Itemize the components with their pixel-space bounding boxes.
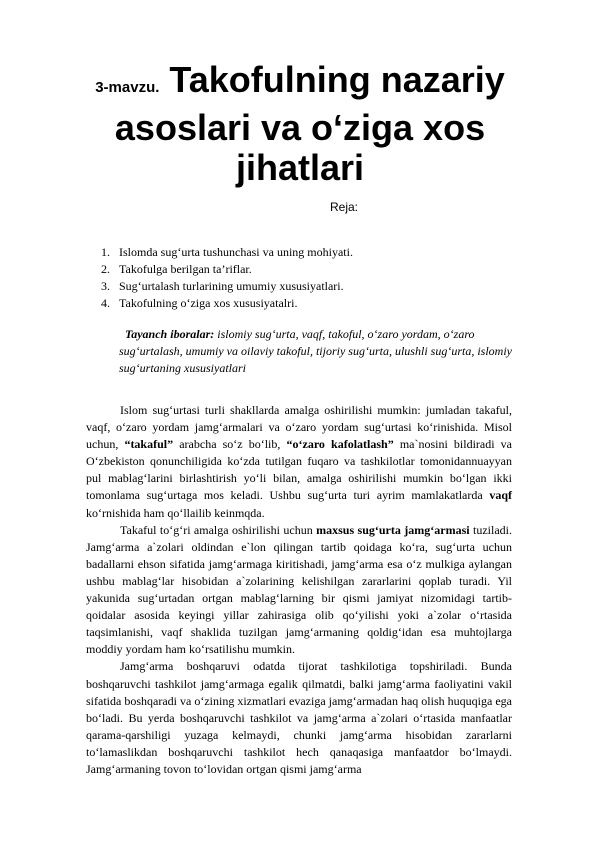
text-run: ma`nosini bildiradi va O‘zbekiston qonunchiligida ko‘zda tutilgan fuqaro va tashkilotlar tomonidannuayyan pul mablag‘larini birlashtirish yo‘li bilan, amalga oshirilishi mumkin bo‘lgan ikki tomonlama sug‘urtaga mos keladi. Ushbu sug‘urta turi ayrim mamlakatlarda (86, 437, 513, 503)
plan-item-text: Islomda sug‘urta tushunchasi va uning mohiyati. (119, 245, 353, 259)
term-mutual-guarantee: “o‘zaro kafolatlash” (286, 437, 394, 452)
text-run: Islom sug‘urtasi turli shakllarda amalga oshirilishi mumkin: jumladan takaful, vaqf, o‘zaro yordam jamg‘armalari va o‘zaro yordam sug‘urtasi ko‘rinishida. Misol uchun, (86, 403, 512, 452)
term-takaful: “takaful” (124, 437, 174, 452)
keywords-block (119, 326, 537, 377)
text-run: arabcha so‘z bo‘lib, (173, 437, 287, 452)
plan-heading (0, 200, 596, 214)
plan-item-number: 4. (101, 296, 110, 310)
paragraph-2 (86, 522, 512, 659)
plan-heading-label: Reja: (329, 200, 358, 214)
title-line-2: asoslari va o‘ziga xos (114, 107, 486, 148)
keywords-text: islomiy sug‘urta, vaqf, takoful, o‘zaro yordam, o‘zaro sug‘urtalash, umumiy va oilaviy takoful, tijoriy sug‘urta, ulushli sug‘urta, islomiy sug‘urtaning xususiyatlari (119, 327, 512, 375)
paragraph-3: Jamg‘arma boshqaruvi odatda tijorat tashkilotiga topshiriladi. Bunda boshqaruvchi tashkilot jamg‘armaga egalik qilmatdi, balki jamg‘arma faoliyatini vakil sifatida boshqaradi va o‘zining xizmatlari evaziga jamg‘armadan haq olish huquqiga ega bo‘ladi. Bu yerda boshqaruvchi tashkilot va jamg‘arma a`zolari o‘rtasida manfaatlar qarama-qarshiligi yuzaga kelmaydi, chunki jamg‘arma hisobidan zararlarni to‘lamaslikdan boshqaruvchi tashkilot hech qanaqasiga manfaatdor bo‘lmaydi. Jamg‘armaning tovon to‘lovidan ortgan qismi jamg‘arma (86, 659, 512, 776)
page-title (60, 60, 540, 188)
plan-item (101, 295, 353, 312)
term-vaqf: vaqf (489, 488, 512, 503)
body-text (86, 402, 512, 778)
title-line-3: jihatlari (235, 147, 365, 188)
text-run: tuziladi. Jamg‘arma a`zolari oldindan e`lon qilingan tartib qoidaga ko‘ra, sug‘urta uchun badallarni ehson sifatida jamg‘armaga kiritishadi, jamg‘arma esa o‘z mulkiga aylangan ushbu mablag‘lar hisobidan a`zolarining kelishilgan zararlarini qoplab turadi. Yil yakunida sug‘urtadan ortgan mablag‘larning bir qismi jamiyat nizomidagi tartib-qoidalar asosida keyingi yillar zahirasiga olib qo‘yilishi yoki a`zolar o‘rtasida taqsimlanishi, vaqf shaklida tuzilgan jamg‘armaning qoldig‘idan esa muhtojlarga moddiy yordam ham ko‘rsatilishu mumkin. (86, 522, 512, 657)
plan-item-number: 3. (101, 279, 110, 293)
plan-item-text: Takofulga berilgan ta’riflar. (119, 262, 252, 276)
plan-item-text: Sug‘urtalash turlarining umumiy xususiyatlari. (119, 279, 344, 293)
keywords-label: Tayanch iboralar: (125, 327, 215, 341)
topic-number: 3-mavzu. (95, 79, 160, 96)
plan-item-number: 2. (101, 262, 110, 276)
plan-item (101, 278, 353, 295)
title-text-1: Takofulning nazariy (169, 59, 505, 100)
plan-item (101, 261, 353, 278)
plan-item-text: Takofulning o‘ziga xos xususiyatalri. (119, 296, 298, 310)
term-insurance-fund: maxsus sug‘urta jamg‘armasi (316, 522, 470, 537)
paragraph-1 (86, 402, 512, 522)
title-line-1 (60, 60, 540, 108)
plan-item (101, 244, 353, 261)
plan-list (101, 244, 353, 312)
text-run: Takaful to‘g‘ri amalga oshirilishi uchun (120, 522, 317, 537)
text-run: ko‘rnishida ham qo‘llailib keinmqda. (86, 505, 265, 520)
plan-item-number: 1. (101, 245, 110, 259)
